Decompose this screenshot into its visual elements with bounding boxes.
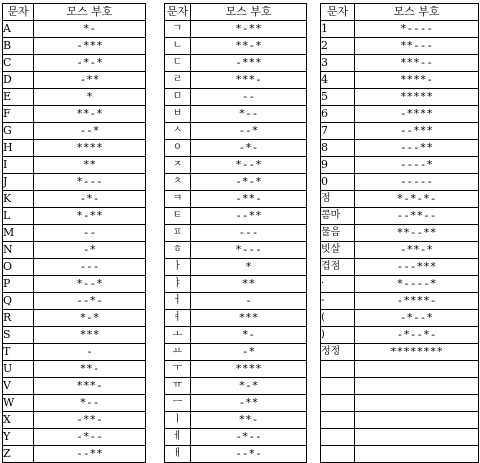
char-cell: 겹점 <box>321 259 355 276</box>
char-cell: U <box>3 361 34 378</box>
morse-code-cell: ** <box>191 276 307 293</box>
char-cell: M <box>3 225 34 242</box>
morse-code-cell: --* <box>34 123 146 140</box>
char-cell: 콤마 <box>321 208 355 225</box>
morse-code-cell: --*** <box>355 123 479 140</box>
table-row <box>3 89 146 106</box>
table-row <box>321 412 479 429</box>
char-cell: ㅈ <box>165 157 191 174</box>
char-cell <box>321 378 355 395</box>
table-row <box>321 55 479 72</box>
char-cell: 3 <box>321 55 355 72</box>
table-row <box>3 327 146 344</box>
table-row <box>321 378 479 395</box>
char-cell: E <box>3 89 34 106</box>
morse-code-cell: **- <box>34 361 146 378</box>
table-row <box>165 38 307 55</box>
morse-code-cell: *---- <box>355 21 479 38</box>
table-row <box>165 327 307 344</box>
table-row <box>321 106 479 123</box>
table-row <box>3 293 146 310</box>
char-cell: ㅜ <box>165 361 191 378</box>
morse-code-cell: - <box>34 344 146 361</box>
morse-code-cell: *----* <box>355 276 479 293</box>
header-char: 문자 <box>165 4 191 21</box>
morse-code-cell: *--* <box>34 276 146 293</box>
char-cell: W <box>3 395 34 412</box>
morse-code-cell: ***** <box>355 89 479 106</box>
char-cell: Q <box>3 293 34 310</box>
morse-code-cell: **** <box>191 361 307 378</box>
table-latin <box>2 3 146 463</box>
table-row <box>3 225 146 242</box>
table-row <box>321 21 479 38</box>
table-row <box>321 191 479 208</box>
table-row <box>3 55 146 72</box>
morse-code-cell: --** <box>34 446 146 463</box>
char-cell: ㅕ <box>165 310 191 327</box>
char-cell: V <box>3 378 34 395</box>
char-cell: L <box>3 208 34 225</box>
morse-code-cell: ---** <box>355 140 479 157</box>
morse-code-cell: -*** <box>191 55 307 72</box>
table-row <box>321 446 479 463</box>
table-row <box>3 412 146 429</box>
char-cell: ㅍ <box>165 225 191 242</box>
header-row <box>3 4 146 21</box>
char-cell: ㅡ <box>165 395 191 412</box>
table-row <box>165 106 307 123</box>
char-cell: O <box>3 259 34 276</box>
table-row <box>165 123 307 140</box>
morse-code-cell: *-*-*- <box>355 191 479 208</box>
table-row <box>165 276 307 293</box>
char-cell: 6 <box>321 106 355 123</box>
char-cell: H <box>3 140 34 157</box>
char-cell: ㅇ <box>165 140 191 157</box>
char-cell: K <box>3 191 34 208</box>
table-row <box>3 446 146 463</box>
char-cell: ㅋ <box>165 191 191 208</box>
char-cell: T <box>3 344 34 361</box>
morse-code-cell: *--- <box>191 242 307 259</box>
morse-code-cell: *-- <box>34 395 146 412</box>
table-row <box>165 395 307 412</box>
table-digits-punct <box>320 3 479 463</box>
table-row <box>165 208 307 225</box>
table-row <box>3 38 146 55</box>
char-cell: 빗살 <box>321 242 355 259</box>
char-cell: ㅗ <box>165 327 191 344</box>
table-row <box>165 191 307 208</box>
morse-code-cell: *--* <box>191 157 307 174</box>
char-cell: 8 <box>321 140 355 157</box>
char-cell: B <box>3 38 34 55</box>
char-cell <box>321 395 355 412</box>
table-row <box>3 72 146 89</box>
morse-code-cell: -- <box>191 89 307 106</box>
table-row <box>165 361 307 378</box>
char-cell: Z <box>3 446 34 463</box>
char-cell: ㅎ <box>165 242 191 259</box>
morse-code-cell: -* <box>191 344 307 361</box>
table-row <box>3 106 146 123</box>
char-cell: ㄹ <box>165 72 191 89</box>
morse-code-cell: *-* <box>34 310 146 327</box>
morse-code-cell: --* <box>191 123 307 140</box>
char-cell: - <box>321 293 355 310</box>
morse-code-cell: *** <box>191 310 307 327</box>
table-row <box>3 344 146 361</box>
morse-code-cell: -****- <box>355 293 479 310</box>
header-row <box>321 4 479 21</box>
char-cell: ㅌ <box>165 208 191 225</box>
char-cell <box>321 446 355 463</box>
morse-code-cell: -*-- <box>34 429 146 446</box>
char-cell: 물음 <box>321 225 355 242</box>
table-row <box>3 157 146 174</box>
char-cell: · <box>321 276 355 293</box>
table-row <box>321 72 479 89</box>
morse-code-cell: *-** <box>34 208 146 225</box>
morse-code-cell: *** <box>34 327 146 344</box>
header-char: 문자 <box>3 4 34 21</box>
morse-code-cell <box>355 395 479 412</box>
char-cell: J <box>3 174 34 191</box>
char-cell: 점 <box>321 191 355 208</box>
char-cell: ㅏ <box>165 259 191 276</box>
char-cell: F <box>3 106 34 123</box>
table-korean <box>164 3 307 463</box>
morse-code-cell: *- <box>191 327 307 344</box>
char-cell: N <box>3 242 34 259</box>
table-row <box>321 242 479 259</box>
header-char: 문자 <box>321 4 355 21</box>
table-row <box>321 344 479 361</box>
table-row <box>321 293 479 310</box>
table-row <box>321 395 479 412</box>
char-cell: 5 <box>321 89 355 106</box>
table-row <box>3 310 146 327</box>
table-row <box>321 157 479 174</box>
table-row <box>321 276 479 293</box>
char-cell: ㄱ <box>165 21 191 38</box>
morse-code-cell: ***- <box>34 378 146 395</box>
table-row <box>165 412 307 429</box>
morse-code-cell: -*--*- <box>355 327 479 344</box>
table-row <box>165 89 307 106</box>
char-cell: 1 <box>321 21 355 38</box>
morse-code-cell: **--- <box>355 38 479 55</box>
char-cell: ( <box>321 310 355 327</box>
morse-code-cell: **-* <box>191 38 307 55</box>
morse-code-cell: -**- <box>191 191 307 208</box>
morse-code-cell: ******** <box>355 344 479 361</box>
char-cell: 4 <box>321 72 355 89</box>
morse-table-korean <box>164 3 307 463</box>
table-row <box>321 361 479 378</box>
morse-code-cell: ***- <box>191 72 307 89</box>
morse-code-cell: ----* <box>355 157 479 174</box>
morse-code-cell: ** <box>34 157 146 174</box>
table-row <box>165 310 307 327</box>
morse-code-cell: -*- <box>34 191 146 208</box>
morse-code-cell: --- <box>191 225 307 242</box>
char-cell: 정정 <box>321 344 355 361</box>
morse-code-cell: -**-* <box>355 242 479 259</box>
table-row <box>165 225 307 242</box>
header-row <box>165 4 307 21</box>
char-cell <box>321 361 355 378</box>
char-cell: ㄴ <box>165 38 191 55</box>
char-cell: ㅁ <box>165 89 191 106</box>
morse-code-cell: --*- <box>34 293 146 310</box>
table-row <box>165 72 307 89</box>
morse-code-cell: -*-* <box>34 55 146 72</box>
morse-code-cell: ****- <box>355 72 479 89</box>
table-row <box>165 55 307 72</box>
table-row <box>3 123 146 140</box>
char-cell: ) <box>321 327 355 344</box>
char-cell: A <box>3 21 34 38</box>
char-cell: Y <box>3 429 34 446</box>
morse-code-cell: --*- <box>191 446 307 463</box>
morse-code-cell <box>355 378 479 395</box>
char-cell: ㅂ <box>165 106 191 123</box>
char-cell: S <box>3 327 34 344</box>
morse-code-cell: * <box>34 89 146 106</box>
table-row <box>321 89 479 106</box>
morse-code-cell: *-- <box>191 106 307 123</box>
char-cell: ㅔ <box>165 429 191 446</box>
table-row <box>3 242 146 259</box>
char-cell: I <box>3 157 34 174</box>
morse-code-cell: -**- <box>34 412 146 429</box>
table-row <box>165 242 307 259</box>
morse-code-cell: -*** <box>34 38 146 55</box>
table-row <box>3 174 146 191</box>
morse-code-cell: -*--* <box>355 310 479 327</box>
table-row <box>321 208 479 225</box>
table-row <box>321 123 479 140</box>
char-cell: ㅊ <box>165 174 191 191</box>
morse-code-cell: ***-- <box>355 55 479 72</box>
table-row <box>321 140 479 157</box>
morse-code-cell: *- <box>34 21 146 38</box>
morse-code-cell: --- <box>34 259 146 276</box>
char-cell: 7 <box>321 123 355 140</box>
morse-code-cell: - <box>191 293 307 310</box>
table-row <box>165 293 307 310</box>
morse-code-cell: *--- <box>34 174 146 191</box>
char-cell: P <box>3 276 34 293</box>
morse-code-cell: *-** <box>191 21 307 38</box>
table-row <box>3 259 146 276</box>
morse-code-cell <box>355 412 479 429</box>
char-cell: ㅣ <box>165 412 191 429</box>
morse-code-cell: --**-- <box>355 208 479 225</box>
morse-code-cell: -* <box>34 242 146 259</box>
morse-code-cell: ---*** <box>355 259 479 276</box>
table-row <box>3 361 146 378</box>
table-row <box>165 446 307 463</box>
char-cell: X <box>3 412 34 429</box>
char-cell: G <box>3 123 34 140</box>
morse-code-cell: --** <box>191 208 307 225</box>
table-row <box>321 38 479 55</box>
char-cell: 9 <box>321 157 355 174</box>
table-row <box>165 259 307 276</box>
table-row <box>165 344 307 361</box>
table-row <box>165 174 307 191</box>
table-row <box>321 310 479 327</box>
char-cell: 2 <box>321 38 355 55</box>
table-row <box>3 276 146 293</box>
char-cell: ㅠ <box>165 378 191 395</box>
char-cell: ㅐ <box>165 446 191 463</box>
table-row <box>321 327 479 344</box>
morse-code-cell: **-* <box>34 106 146 123</box>
morse-code-cell: ----- <box>355 174 479 191</box>
morse-table-latin <box>2 3 146 463</box>
table-row <box>165 157 307 174</box>
morse-code-cell <box>355 361 479 378</box>
table-row <box>3 208 146 225</box>
char-cell: ㅓ <box>165 293 191 310</box>
table-row <box>165 21 307 38</box>
morse-code-cell: **--** <box>355 225 479 242</box>
char-cell: ㅅ <box>165 123 191 140</box>
morse-code-cell: -** <box>34 72 146 89</box>
morse-table-digits <box>320 3 479 463</box>
table-row <box>3 21 146 38</box>
table-row <box>3 140 146 157</box>
table-row <box>321 259 479 276</box>
header-code: 모스 부호 <box>34 4 146 21</box>
table-row <box>3 395 146 412</box>
morse-code-cell <box>355 446 479 463</box>
table-row <box>165 140 307 157</box>
header-code: 모스 부호 <box>191 4 307 21</box>
char-cell: ㄷ <box>165 55 191 72</box>
morse-code-cell: **- <box>191 412 307 429</box>
table-row <box>3 378 146 395</box>
char-cell: ㅛ <box>165 344 191 361</box>
morse-code-cell: **** <box>34 140 146 157</box>
header-code: 모스 부호 <box>355 4 479 21</box>
morse-code-cell: -** <box>191 395 307 412</box>
char-cell: R <box>3 310 34 327</box>
morse-code-cell: * <box>191 259 307 276</box>
morse-code-cell: -- <box>34 225 146 242</box>
table-row <box>321 174 479 191</box>
table-row <box>3 191 146 208</box>
morse-code-cell: *-* <box>191 378 307 395</box>
table-row <box>165 378 307 395</box>
char-cell: 0 <box>321 174 355 191</box>
morse-code-cell: -**** <box>355 106 479 123</box>
char-cell: D <box>3 72 34 89</box>
morse-code-cell: -*-* <box>191 174 307 191</box>
char-cell: C <box>3 55 34 72</box>
table-row <box>321 225 479 242</box>
char-cell: ㅑ <box>165 276 191 293</box>
morse-code-cell: -*-- <box>191 429 307 446</box>
morse-code-cell: -*- <box>191 140 307 157</box>
char-cell <box>321 412 355 429</box>
